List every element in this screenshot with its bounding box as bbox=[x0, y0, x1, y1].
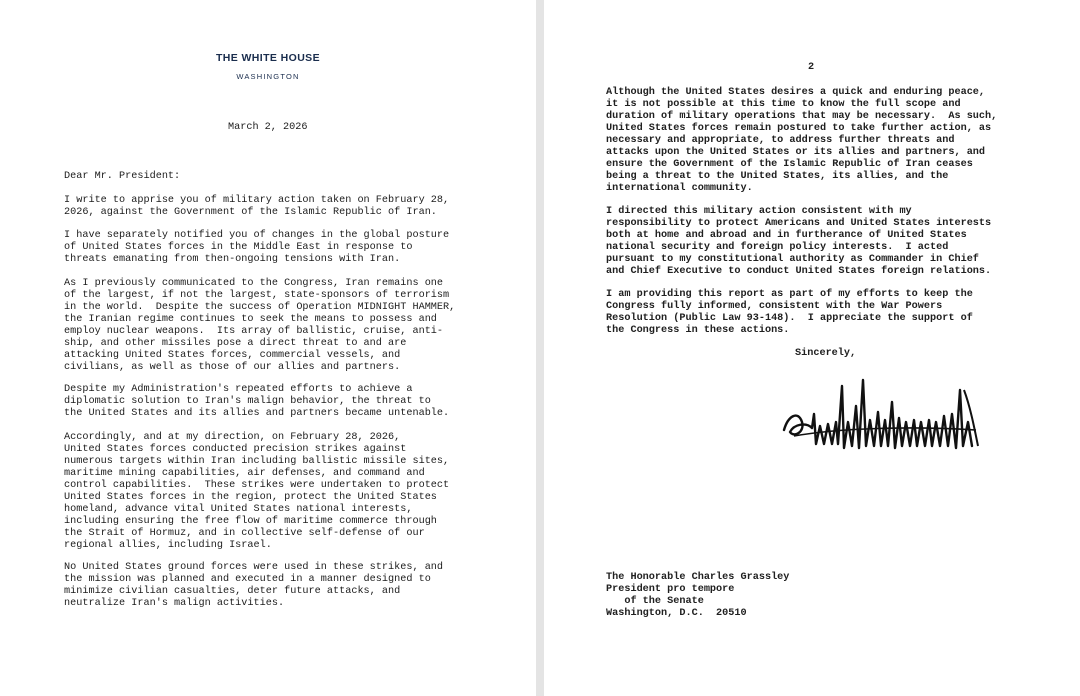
page-number: 2 bbox=[808, 62, 815, 73]
letterhead-title: THE WHITE HOUSE bbox=[215, 52, 320, 64]
letter-page-1 bbox=[0, 0, 536, 696]
paragraph: I write to apprise you of military action taken on February 28, 2026, against the Government of the Islamic Republic of Iran. bbox=[64, 195, 450, 218]
letterhead-city: WASHINGTON bbox=[236, 72, 300, 81]
salutation: Dear Mr. President: bbox=[64, 171, 181, 182]
signature-image bbox=[780, 366, 986, 462]
paragraph: As I previously communicated to the Congress, Iran remains one of the largest, if not the largest, state-sponsors of terrorism in the world. Despite the success of Operation MIDNIGHT HAMMER, the Iranian regime continues to seek the means to possess and employ nuclear weapons. Its array of ballistic, cruise, anti- ship, and other missiles pose a direct threat to and are attacking United States forces, commercial vessels, and civilians, as well as those of our allies and partners. bbox=[64, 278, 456, 373]
paragraph: I am providing this report as part of my efforts to keep the Congress fully informed, consistent with the War Powers Resolution (Public Law 93-148). I appreciate the support of the Congress in these actions. bbox=[606, 289, 973, 336]
letter-page-2 bbox=[544, 0, 1080, 696]
paragraph: I directed this military action consistent with my responsibility to protect Americans and United States interests both at home and abroad and in furtherance of United States national security and foreign policy interests. I acted pursuant to my constitutional authority as Commander in Chief and Chief Executive to conduct United States foreign relations. bbox=[606, 206, 992, 277]
paragraph: I have separately notified you of changes in the global posture of United States forces in the Middle East in response to threats emanating from then-ongoing tensions with Iran. bbox=[64, 230, 450, 265]
paragraph: Although the United States desires a quick and enduring peace, it is not possible at this time to know the full scope and duration of military operations that may be necessary. As such, United States forces remain postured to take further action, as necessary and appropriate, to address further threats and attacks upon the United States or its allies and partners, and ensure the Government of the Islamic Republic of Iran ceases being a threat to the United States, its allies, and the international community. bbox=[606, 87, 998, 194]
closing: Sincerely, bbox=[795, 348, 857, 359]
paragraph: Despite my Administration's repeated efforts to achieve a diplomatic solution to Iran's malign behavior, the threat to the United States and its allies and partners became untenable. bbox=[64, 384, 450, 419]
addressee-block: The Honorable Charles Grassley President pro tempore of the Senate Washington, D.C. 20510 bbox=[606, 572, 790, 619]
paragraph: Accordingly, and at my direction, on February 28, 2026, United States forces conducted precision strikes against numerous targets within Iran including ballistic missile sites, maritime mining capabilities, air defenses, and command and control capabilities. These strikes were undertaken to protect United States forces in the region, protect the United States homeland, advance vital United States national interests, including ensuring the free flow of maritime commerce through the Strait of Hormuz, and in collective self-defense of our regional allies, including Israel. bbox=[64, 432, 450, 551]
paragraph: No United States ground forces were used in these strikes, and the mission was planned and executed in a manner designed to minimize civilian casualties, deter future attacks, and neutralize Iran's malign activities. bbox=[64, 562, 444, 609]
letter-date: March 2, 2026 bbox=[228, 122, 308, 133]
